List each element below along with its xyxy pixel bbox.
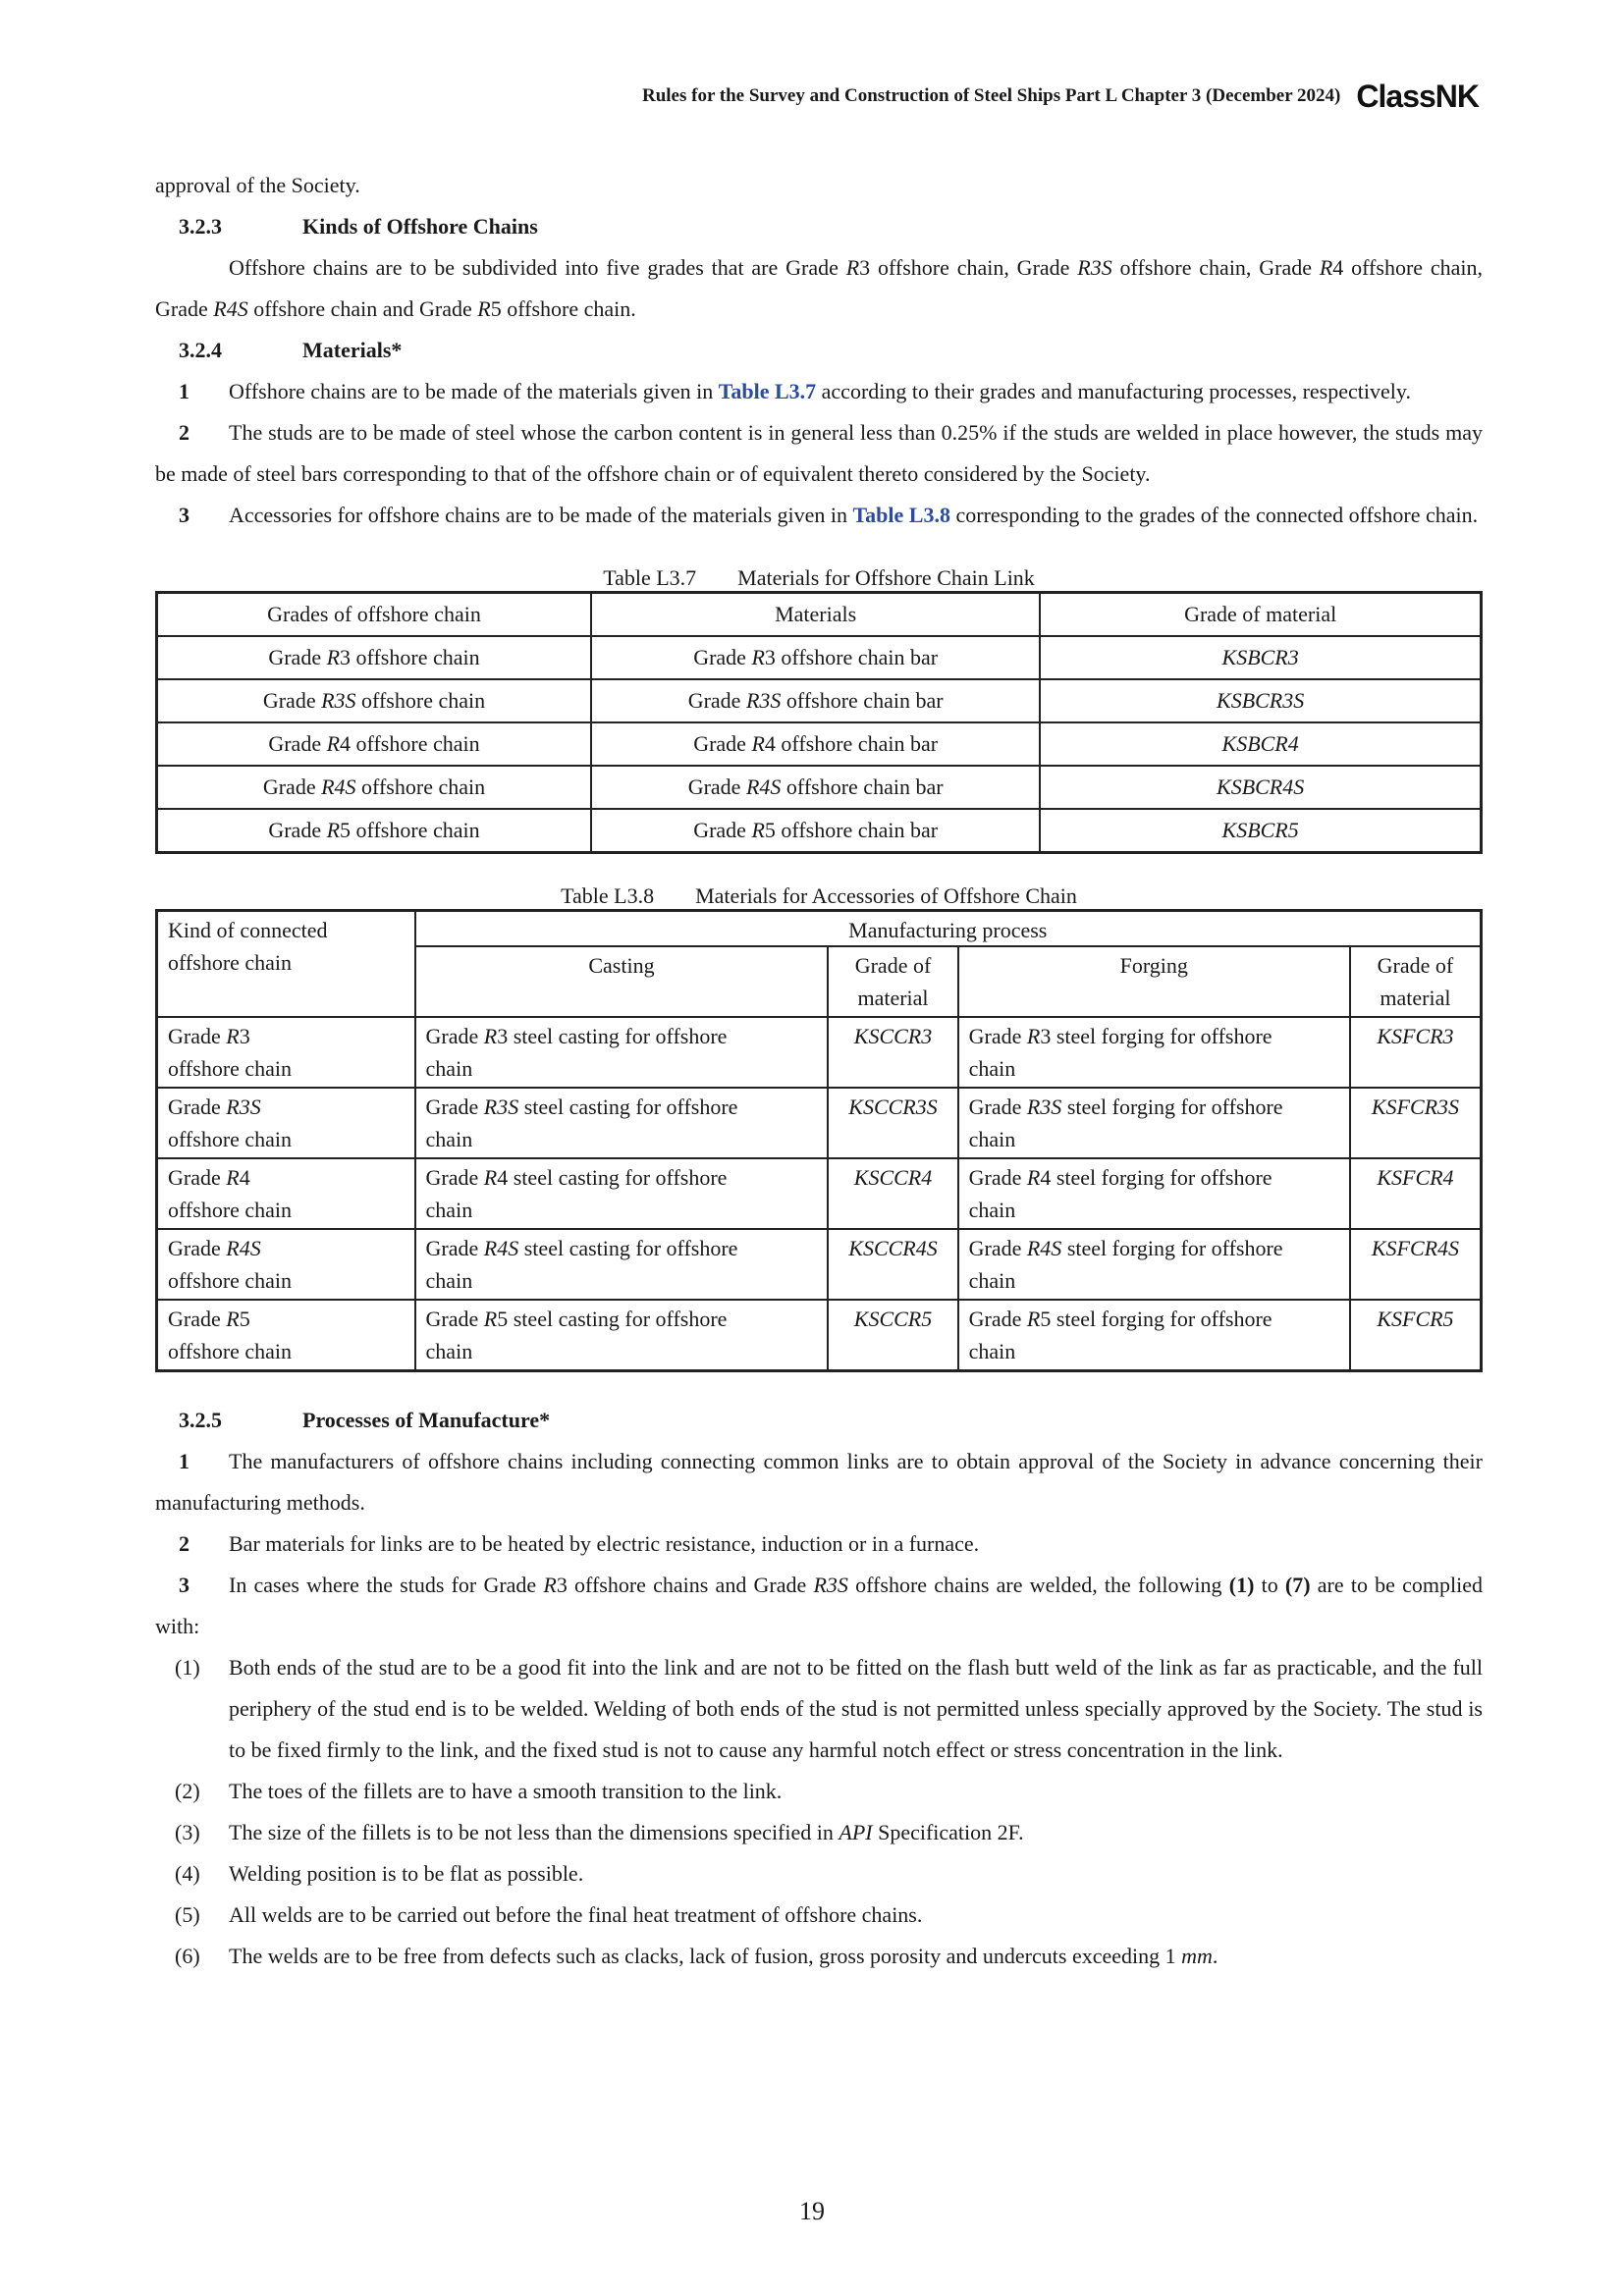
table-row: Grade R4S offshore chain Grade R4S offshore chain bar KSBCR4S [157,766,1482,809]
section-number: 3.2.5 [179,1408,222,1432]
table-row: Grade R3 offshore chain Grade R3 offshore chain bar KSBCR3 [157,636,1482,679]
paragraph-3-2-4-2: 2 The studs are to be made of steel whose the carbon content is in general less than 0.25% if the studs are welded in place however, the studs may be made of steel bars corresponding to that of the offshore chain or of equivalent thereto considered by the Society. [155,420,1483,486]
requirements-list [155,1647,1483,1977]
list-item: (1) Both ends of the stud are to be a good fit into the link and are not to be fitted on the flash butt weld of the link as far as practicable, and the full periphery of the stud end is to be welded. Welding of both ends of the stud is not permitted unless specially approved by the Society. The stud is to be fixed firmly to the link, and the fixed stud is not to cause any harmful notch effect or stress concentration in the link. [175,1655,1483,1762]
paragraph-3-2-5-2: 2 Bar materials for links are to be heated by electric resistance, induction or in a furnace. [179,1531,980,1556]
table-row: Grade R4 offshore chain Grade R4 steel casting for offshore chain KSCCR4 Grade R4 steel forging for offshore chain KSFCR4 [157,1158,1482,1229]
table-row: Grade R4 offshore chain Grade R4 offshore chain bar KSBCR4 [157,722,1482,766]
list-item: (3) The size of the fillets is to be not less than the dimensions specified in API Specification 2F. [175,1820,1024,1844]
paragraph-3-2-4-1: 1 Offshore chains are to be made of the materials given in Table L3.7 according to their grades and manufacturing processes, respectively. [179,379,1411,403]
page-header [642,77,1479,116]
table-row: Grade R3S offshore chain Grade R3S offshore chain bar KSBCR3S [157,679,1482,722]
table-header-row: Grades of offshore chain Materials Grade of material [157,593,1482,637]
table-l3-8-caption: Table L3.8 Materials for Accessories of Offshore Chain [561,883,1077,908]
table-l3-7-link[interactable]: Table L3.7 [718,379,817,403]
document-body [155,165,1483,1977]
section-3-2-4-heading [155,330,1483,371]
table-row: Grade R5 offshore chain Grade R5 offshore chain bar KSBCR5 [157,809,1482,853]
table-row: Grade R4S offshore chain Grade R4S steel casting for offshore chain KSCCR4S Grade R4S steel forging for offshore chain KSFCR4S [157,1229,1482,1300]
table-l3-8 [155,909,1483,1372]
header-title: Rules for the Survey and Construction of Steel Ships Part L Chapter 3 (December 2024) [641,85,1341,106]
table-row: Grade R3 offshore chain Grade R3 steel casting for offshore chain KSCCR3 Grade R3 steel forging for offshore chain KSFCR3 [157,1017,1482,1088]
table-row: Grade R3S offshore chain Grade R3S steel casting for offshore chain KSCCR3S Grade R3S steel forging for offshore chain KSFCR3S [157,1088,1482,1158]
intro-continuation: approval of the Society. [155,173,360,197]
list-item: (5) All welds are to be carried out before the final heat treatment of offshore chains. [175,1902,923,1927]
table-l3-8-link[interactable]: Table L3.8 [852,503,950,527]
paragraph-3-2-5-1: 1 The manufacturers of offshore chains including connecting common links are to obtain approval of the Society in advance concerning their manufacturing methods. [155,1449,1483,1515]
page-number: 19 [799,2197,825,2225]
section-title: Kinds of Offshore Chains [302,214,538,239]
section-3-2-3-text: Offshore chains are to be subdivided into five grades that are Grade R3 offshore chain, Grade R3S offshore chain, Grade R4 offshore chain, Grade R4S offshore chain and Grade R5 offshore chain. [155,255,1484,321]
table-l3-7-caption: Table L3.7 Materials for Offshore Chain Link [603,565,1035,590]
table-header-row: Kind of connected offshore chain Manufacturing process [157,911,1482,947]
list-item: (6) The welds are to be free from defects such as clacks, lack of fusion, gross porosity and undercuts exceeding 1 mm. [175,1944,1218,1968]
section-3-2-5-heading [155,1400,1483,1441]
section-title: Processes of Manufacture* [302,1408,551,1432]
table-l3-7 [155,591,1483,854]
paragraph-3-2-5-3: 3 In cases where the studs for Grade R3 offshore chains and Grade R3S offshore chains are welded, the following (1) to (7) are to be complied with: [155,1573,1483,1638]
paragraph-3-2-4-3: 3 Accessories for offshore chains are to be made of the materials given in Table L3.8 corresponding to the grades of the connected offshore chain. [179,503,1479,527]
list-item: (2) The toes of the fillets are to have a smooth transition to the link. [175,1779,783,1803]
section-number: 3.2.3 [179,214,222,239]
section-title: Materials* [302,338,403,362]
table-subheader-row: Casting Grade of material Forging Grade of material [157,946,1482,1017]
table-row: Grade R5 offshore chain Grade R5 steel casting for offshore chain KSCCR5 Grade R5 steel forging for offshore chain KSFCR5 [157,1300,1482,1371]
section-3-2-3-heading [155,206,1483,247]
classnk-logo: ClassNK [1356,78,1479,114]
list-item: (4) Welding position is to be flat as possible. [175,1861,584,1886]
section-number: 3.2.4 [179,338,222,362]
